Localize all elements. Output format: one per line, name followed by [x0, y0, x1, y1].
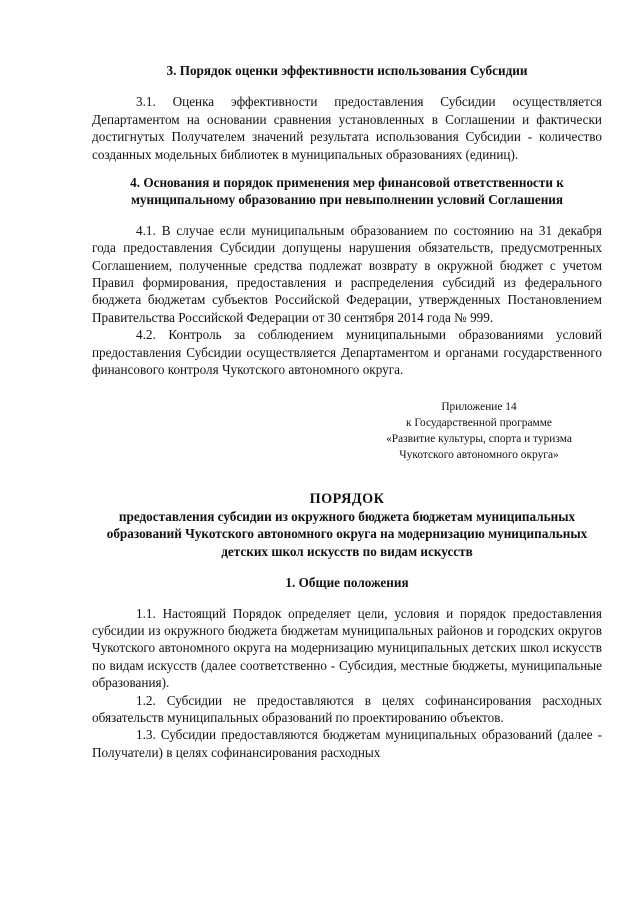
appendix-note: [354, 399, 604, 463]
paragraph-1-1: 1.1. Настоящий Порядок определяет цели, условия и порядок предоставления субсидии из окружного бюджета бюджетам муниципальных районов и городских округов Чукотского автономного округа на модернизацию муниципальных детских школ искусств по видам искусств (далее соответственно - Субсидия, местные бюджеты, муниципальные образования).: [92, 605, 602, 691]
paragraph-1-2: 1.2. Субсидии не предоставляются в целях софинансирования расходных обязательств муниципальных образований по проектированию объектов.: [92, 692, 602, 725]
appendix-line-4: Чукотского автономного округа»: [399, 448, 559, 461]
order-title: ПОРЯДОК: [309, 490, 385, 507]
paragraph-1-3: 1.3. Субсидии предоставляются бюджетам муниципальных образований (далее - Получатели) в целях софинансирования расходных: [92, 727, 602, 760]
order-subtitle: предоставления субсидии из окружного бюджета бюджетам муниципальных образований Чукотского автономного округа на модернизацию муниципальных детских школ искусств по видам искусств: [106, 508, 588, 559]
appendix-line-1: Приложение 14: [441, 400, 517, 413]
appendix-line-2: к Государственной программе: [406, 416, 552, 429]
paragraph-4-1: 4.1. В случае если муниципальным образованием по состоянию на 31 декабря года предоставления Субсидии допущены нарушения обязательств, предусмотренных Соглашением, полученные средства подлежат возврату в окружной бюджет с учетом Правил формирования, предоставления и распределения субсидий из федерального бюджета бюджетам субъектов Российской Федерации, утвержденных Постановлением Правительства Российской Федерации от 30 сентября 2014 года № 999.: [92, 222, 602, 325]
paragraph-4-2: 4.2. Контроль за соблюдением муниципальными образованиями условий предоставления Субсидии осуществляется Департаментом и органами государственного финансового контроля Чукотского автономного округа.: [92, 327, 602, 378]
section-4-title: 4. Основания и порядок применения мер финансовой ответственности к муниципальному образованию при невыполнении условий Соглашения: [130, 175, 564, 208]
general-provisions-title: 1. Общие положения: [285, 575, 409, 591]
section-3-title: 3. Порядок оценки эффективности использования Субсидии: [166, 63, 528, 78]
paragraph-3-1: 3.1. Оценка эффективности предоставления Субсидии осуществляется Департаментом на основании сравнения установленных в Соглашении и фактически достигнутых Получателем значений результата использования Субсидии - количество созданных модельных библиотек в муниципальных образованиях (единиц).: [92, 94, 602, 162]
appendix-line-3: «Развитие культуры, спорта и туризма: [386, 432, 572, 445]
